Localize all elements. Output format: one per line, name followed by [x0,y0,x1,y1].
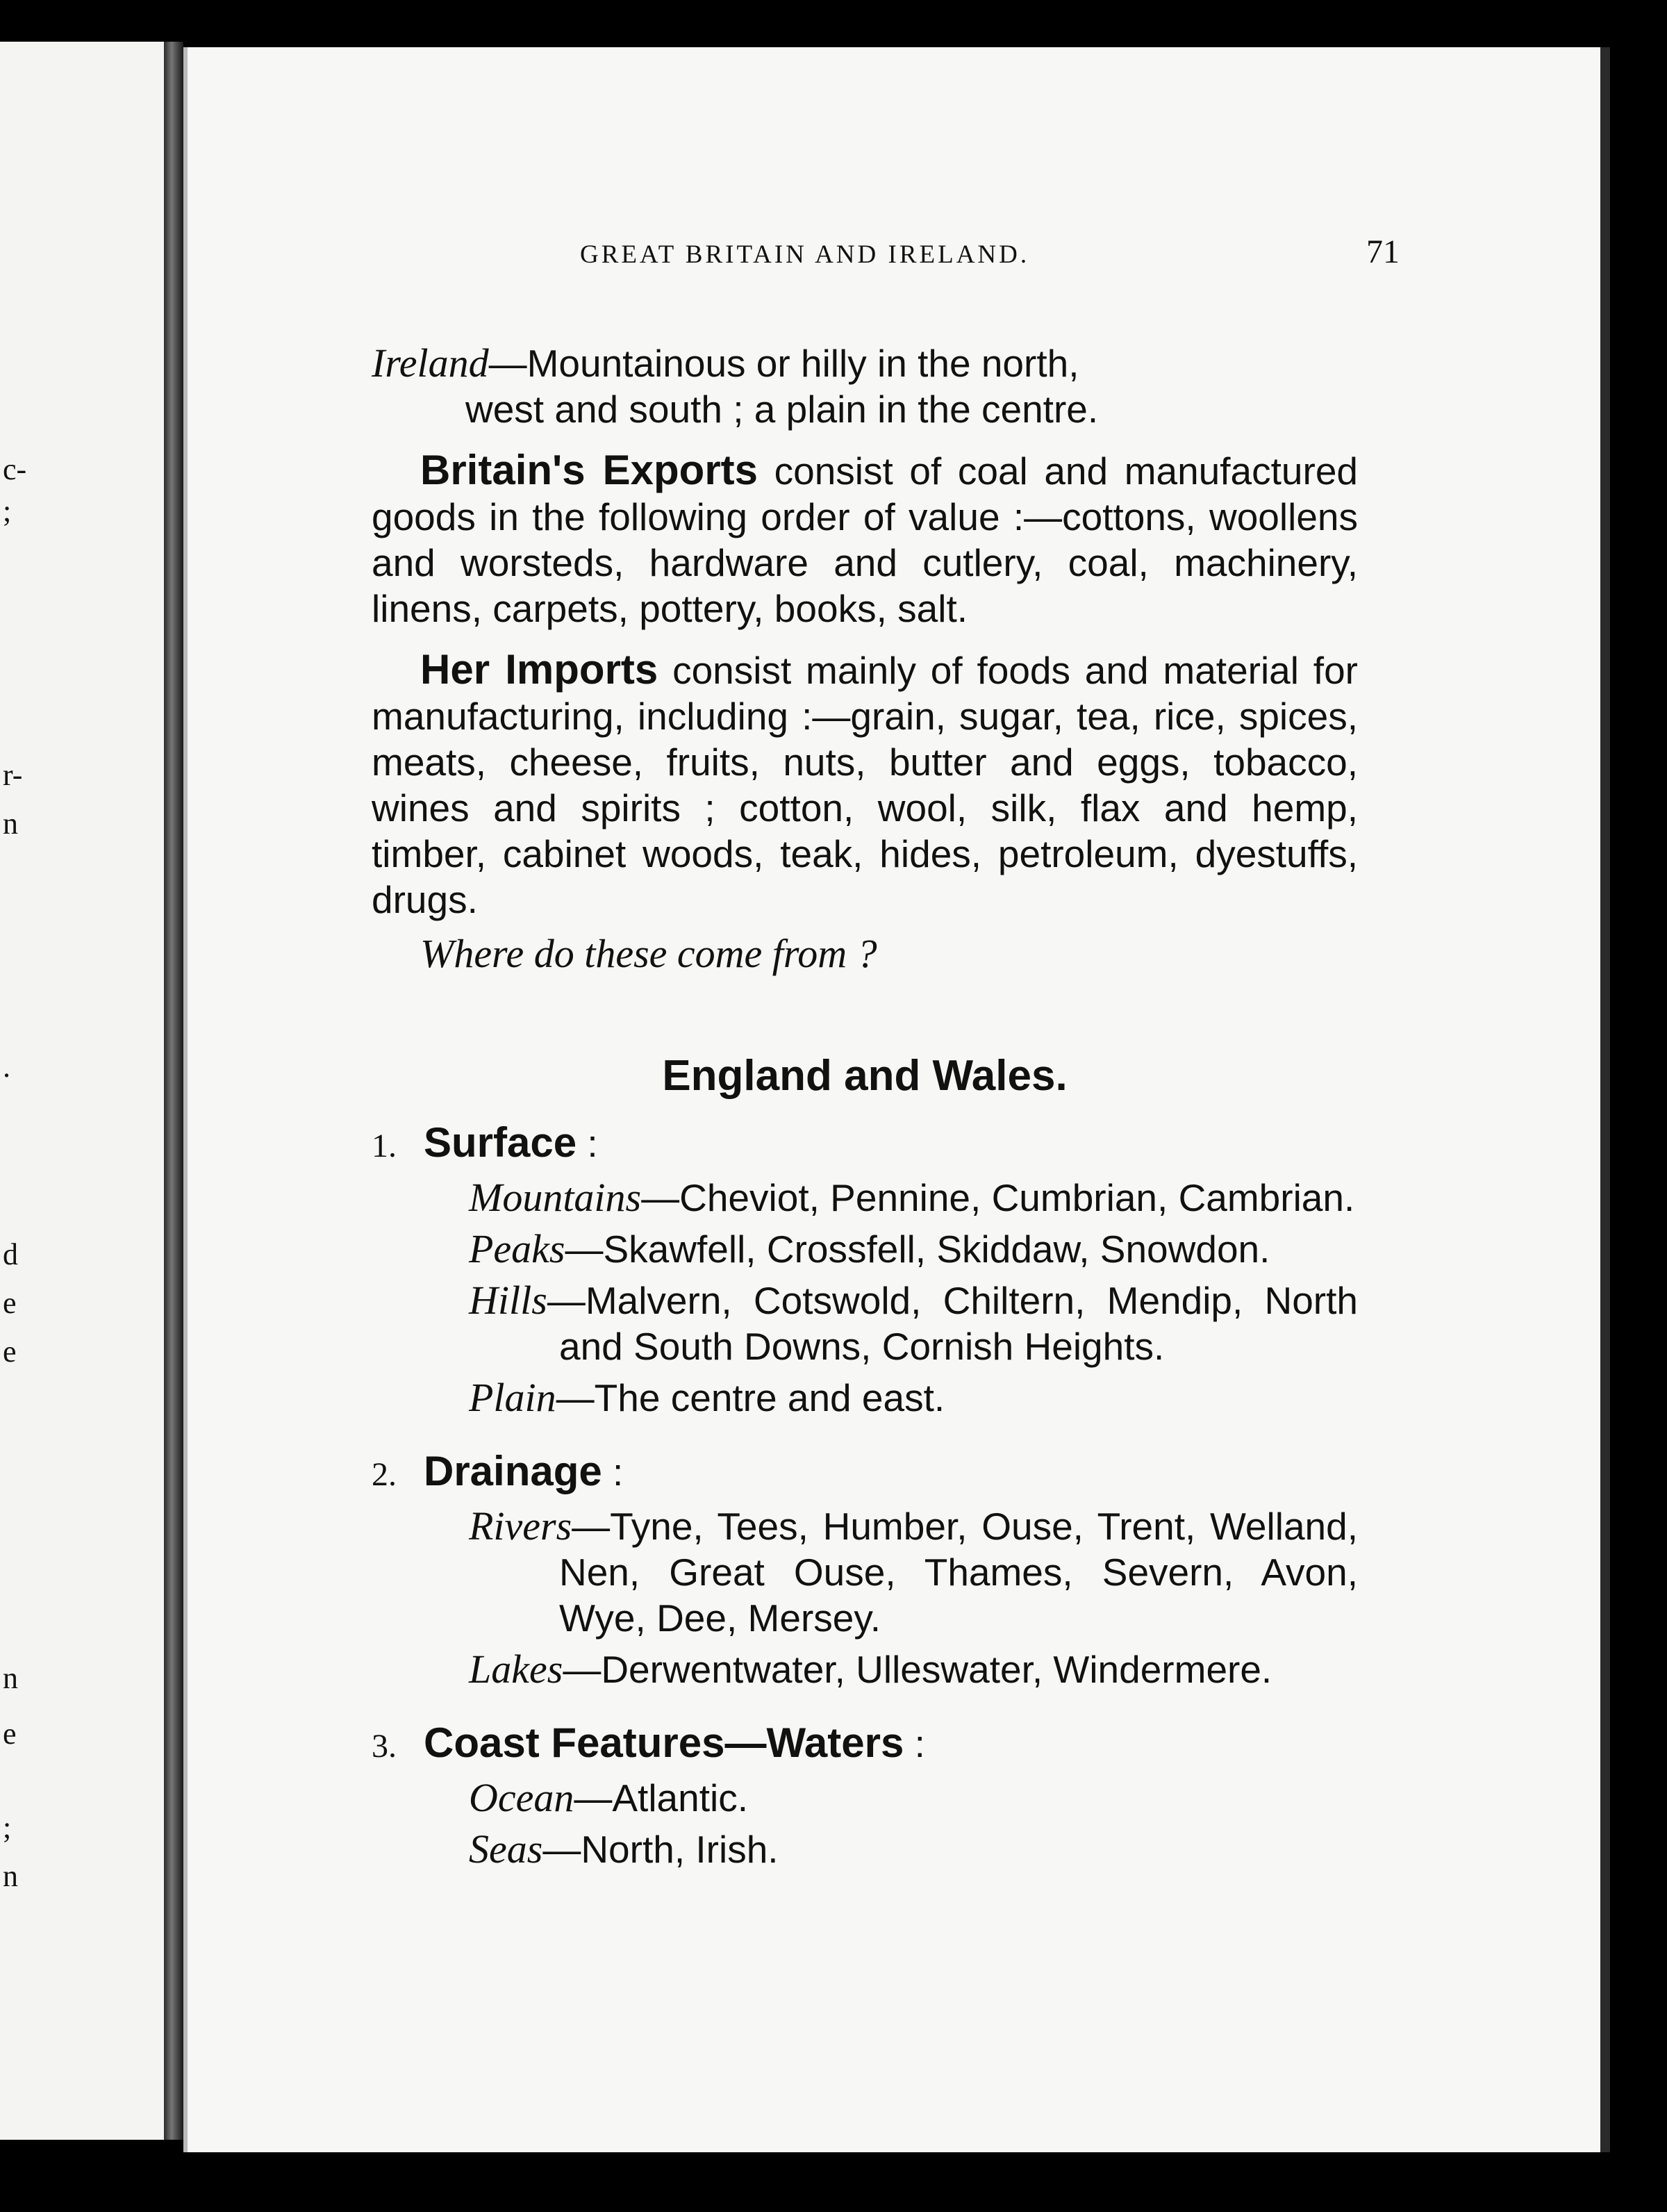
entry-label: Mountains [469,1175,642,1220]
entry-text: —Derwentwater, Ulleswater, Windermere. [563,1648,1272,1691]
entry-lakes [469,1646,1358,1692]
left-fragment: e [3,1286,17,1320]
exports-paragraph [372,447,1358,632]
left-fragment: e [3,1717,17,1751]
entry-label: Seas [469,1826,543,1872]
entry-label: Plain [469,1375,556,1420]
section-surface [372,1120,1358,1169]
entry-text: —Malvern, Cotswold, Chiltern, Mendip, North and South Downs, Cornish Heights. [547,1279,1358,1368]
section-coast-features [372,1720,1358,1769]
entry-rivers [469,1503,1358,1641]
left-fragment: ; [3,1810,12,1844]
page-content [372,340,1358,1872]
page-number: 71 [1366,233,1400,270]
section-number: 1. [372,1128,397,1164]
left-page-fragments [0,42,42,2140]
section-heading: Drainage [424,1448,602,1494]
exports-text: consist of coal and manufactured goods in the following order of value :—cottons, woollens and worsteds, hardware and cutlery, coal, machinery, linens, carpets, pottery, books, salt. [372,449,1359,630]
left-fragment: r- [3,758,23,792]
entry-text: —Cheviot, Pennine, Cumbrian, Cambrian. [641,1176,1355,1219]
left-fragment: n [3,1859,18,1893]
left-fragment: ; [3,494,12,528]
book-spine [164,42,183,2140]
left-page-edge [0,42,174,2140]
left-fragment: e [3,1335,17,1369]
entry-seas [469,1826,1358,1872]
question-text: Where do these come from ? [420,931,877,976]
ireland-paragraph [372,340,1358,432]
entry-ocean [469,1775,1358,1821]
entry-label: Peaks [469,1226,565,1271]
entry-label: Hills [469,1278,547,1323]
entry-text: —Tyne, Tees, Humber, Ouse, Trent, Welland, Nen, Great Ouse, Thames, Severn, Avon, Wye, Dee, Mersey. [559,1505,1358,1640]
left-fragment: . [3,1050,10,1084]
entry-label: Rivers [469,1503,572,1549]
entry-text: —Skawfell, Crossfell, Skiddaw, Snowdon. [565,1228,1270,1271]
entry-label: Ocean [469,1775,574,1820]
section-number: 3. [372,1728,397,1765]
ireland-text-line1: —Mountainous or hilly in the north, [488,342,1079,385]
left-fragment: n [3,807,18,841]
left-fragment: d [3,1237,18,1271]
section-drainage [372,1448,1358,1498]
left-fragment: c- [3,452,27,486]
imports-text: consist mainly of foods and material for manufacturing, including :—grain, sugar, tea, rice, spices, meats, cheese, fruits, nuts, butter and eggs, tobacco, wines and spirits ; cotton, wool, silk, flax and hemp, timber, cabinet woods, teak, hides, petroleum, dyestuffs, drugs. [372,649,1358,921]
entry-text: —The centre and east. [556,1376,945,1419]
section-suffix: : [904,1722,925,1765]
entry-peaks [469,1226,1358,1272]
running-header [399,233,1400,271]
entry-hills [469,1278,1358,1369]
entry-mountains [469,1175,1358,1221]
section-heading: Surface [424,1119,577,1166]
ireland-label: Ireland [372,340,489,386]
section-suffix: : [602,1451,624,1494]
section-suffix: : [577,1122,598,1165]
entry-plain [469,1375,1358,1421]
running-title: GREAT BRITAIN AND IRELAND. [580,240,1030,269]
entry-text: —Atlantic. [574,1776,749,1819]
ireland-text-line2: west and south ; a plain in the centre. [465,388,1099,431]
entry-text: —North, Irish. [542,1828,779,1871]
left-fragment: n [3,1661,18,1695]
exports-label: Britain's Exports [420,447,758,493]
section-number: 2. [372,1456,397,1493]
imports-label: Her Imports [420,646,658,693]
page-edge [183,47,188,2152]
entry-label: Lakes [469,1646,563,1692]
section-title: England and Wales. [662,1052,1068,1100]
imports-paragraph [372,647,1358,923]
section-heading: Coast Features—Waters [424,1719,904,1766]
